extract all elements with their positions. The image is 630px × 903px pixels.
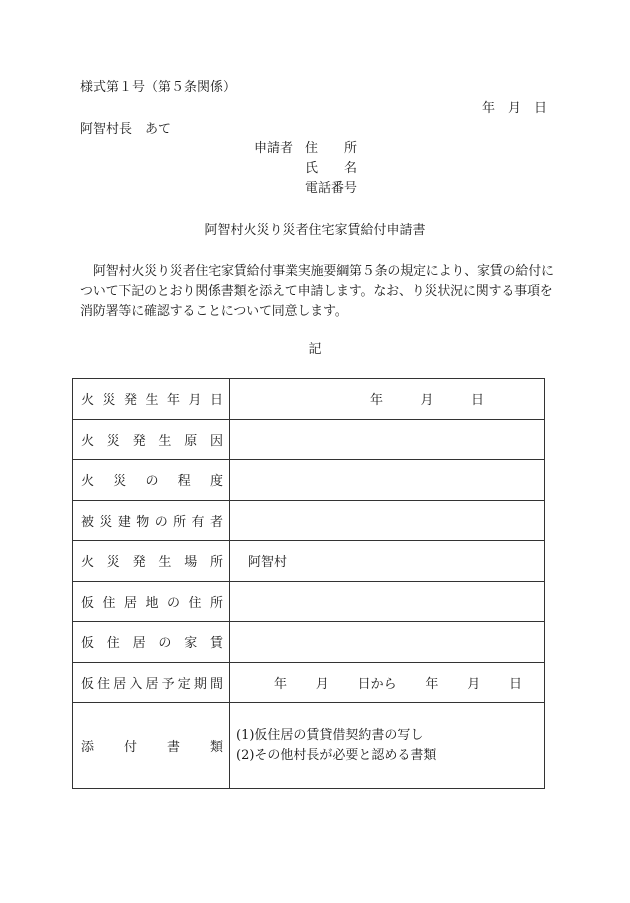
temp-rent-field[interactable] (230, 622, 545, 663)
applicant-phone-label: 電話番号 (305, 181, 358, 196)
month-label: 月 (420, 393, 434, 409)
fire-date-field[interactable] (230, 379, 545, 420)
table-row (73, 541, 545, 582)
applicant-name-label: 氏 名 (305, 161, 358, 176)
row-label: 仮住居の家賃 (73, 622, 230, 663)
move-in-period-field[interactable] (230, 662, 545, 703)
applicant-label: 申請者 (254, 141, 294, 156)
application-date: 年 月 日 (482, 101, 548, 116)
row-label: 添付書類 (73, 703, 230, 789)
table-row (73, 460, 545, 501)
body-paragraph: 阿智村火災り災者住宅家賃給付事業実施要綱第５条の規定により、家賃の給付について下記のとおり関係書類を添えて申請します。なお、り災状況に関する事項を消防署等に確認することについて同意します。 (80, 264, 554, 319)
building-owner-field[interactable] (230, 500, 545, 541)
table-row (73, 622, 545, 663)
row-label: 火災発生原因 (73, 419, 230, 460)
row-label: 火災の程度 (73, 460, 230, 501)
table-row (73, 703, 545, 789)
row-label: 火災発生年月日 (73, 379, 230, 420)
attachments-field (230, 703, 545, 789)
fire-location-field[interactable]: 阿智村 (230, 541, 545, 582)
table-row (73, 662, 545, 703)
fire-cause-field[interactable] (230, 419, 545, 460)
year-label: 年 (370, 393, 384, 409)
row-label: 火災発生場所 (73, 541, 230, 582)
table-row (73, 419, 545, 460)
day-label: 日 (470, 393, 484, 409)
form-number: 様式第１号（第５条関係） (80, 80, 237, 95)
start-year-label: 年 (274, 676, 288, 692)
temp-address-field[interactable] (230, 581, 545, 622)
table-row (73, 379, 545, 420)
applicant-address-label: 住 所 (305, 141, 358, 156)
start-day-label: 日から (357, 676, 397, 692)
attachment-item: (2)その他村長が必要と認める書類 (236, 747, 437, 763)
attachment-item: (1)仮住居の賃貸借契約書の写し (236, 727, 424, 743)
row-label: 仮住居入居予定期間 (73, 662, 230, 703)
fire-extent-field[interactable] (230, 460, 545, 501)
end-month-label: 月 (467, 676, 481, 692)
row-label: 被災建物の所有者 (73, 500, 230, 541)
table-row (73, 581, 545, 622)
addressee: 阿智村長 あて (80, 122, 172, 137)
table-row (73, 500, 545, 541)
end-day-label: 日 (508, 676, 522, 692)
end-year-label: 年 (425, 676, 439, 692)
document-title: 阿智村火災り災者住宅家賃給付申請書 (204, 223, 426, 238)
start-month-label: 月 (315, 676, 329, 692)
application-form-table (72, 378, 545, 789)
ki-heading: 記 (308, 342, 322, 357)
row-label: 仮住居地の住所 (73, 581, 230, 622)
